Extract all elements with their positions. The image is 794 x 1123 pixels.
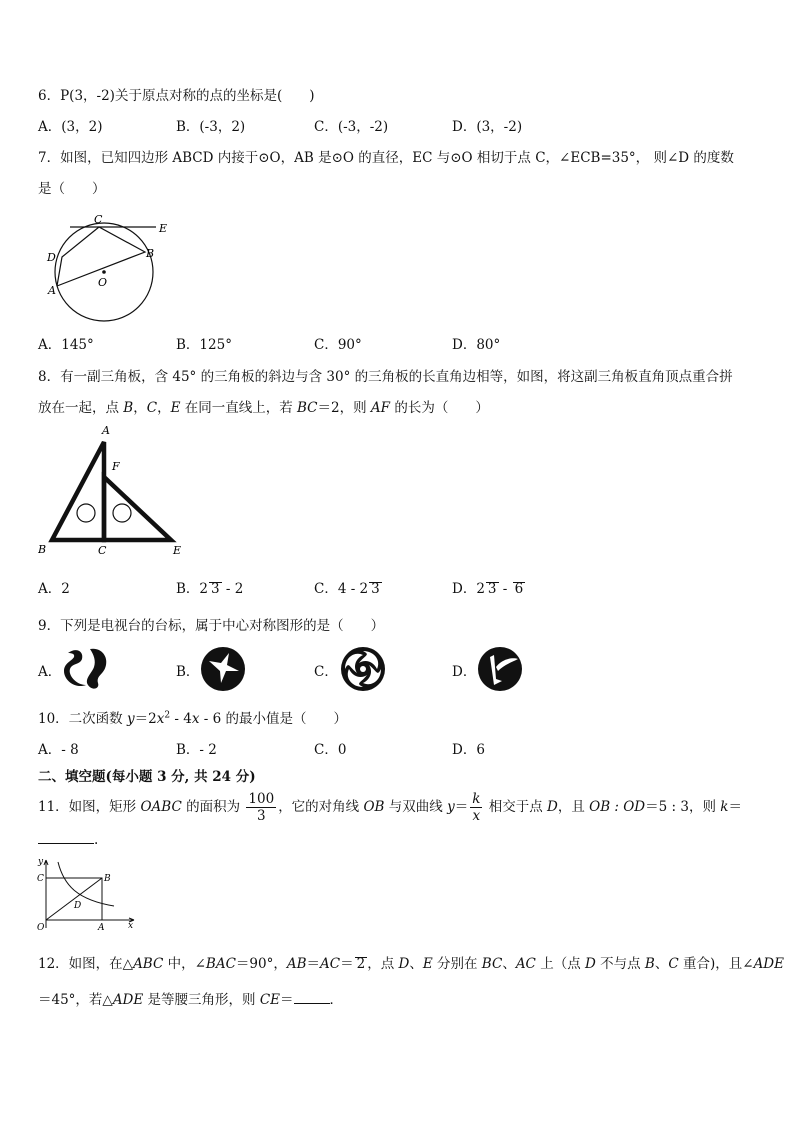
q11-label-y: y xyxy=(38,857,44,867)
q8-text: ， xyxy=(133,400,147,416)
q10-text: - 4 xyxy=(170,711,192,727)
q12-math: AB xyxy=(286,956,307,972)
q12-math: D xyxy=(585,956,596,972)
q10-var-x: x xyxy=(156,711,165,727)
q8-label-b: B xyxy=(38,543,47,556)
q7-label-a: A xyxy=(48,284,56,297)
q12-text: 上（点 xyxy=(535,956,585,972)
q12-math: CE xyxy=(259,992,281,1008)
q8-triangles-figure xyxy=(38,422,198,562)
q12-text: ． xyxy=(329,992,344,1008)
q8-option-b-radical: 3 xyxy=(211,581,220,597)
q8-text: 放在一起，点 xyxy=(38,400,124,416)
q10-stem xyxy=(38,707,347,727)
q11-text: ＝ xyxy=(728,799,742,815)
q11-var-y: y xyxy=(447,799,455,815)
q11-point-d: D xyxy=(547,799,558,815)
q8-option-c xyxy=(314,577,382,597)
q10-exponent: 2 xyxy=(164,710,171,721)
q7-label-e: E xyxy=(159,222,168,235)
q10-text: - 6 的最小值是（ ） xyxy=(199,711,347,727)
q7-option-a: A．145° xyxy=(38,337,94,353)
q10-var-y: y xyxy=(126,711,135,727)
q11-text: 的面积为 xyxy=(181,799,245,815)
q11-var-k: k xyxy=(720,799,729,815)
q11-text: 与双曲线 xyxy=(384,799,448,815)
q11-ratio: OB : OD xyxy=(589,799,646,815)
q8-option-a: A．2 xyxy=(38,581,70,597)
q8-text: 的长为（ ） xyxy=(390,400,489,416)
q12-text: 是等腰三角形，则 xyxy=(143,992,260,1008)
q12-math: BAC xyxy=(205,956,236,972)
tv-logo-b-icon xyxy=(199,645,247,693)
q11-text: ＝5 : 3，则 xyxy=(645,799,721,815)
q12-text: 、 xyxy=(502,956,516,972)
q11-hyperbola xyxy=(58,862,114,906)
q8-label-c: C xyxy=(98,544,107,557)
q12-stem-line1 xyxy=(38,952,784,972)
tv-logo-c-icon xyxy=(339,645,387,693)
q8-segment-bc: BC xyxy=(297,400,318,416)
q8-option-d-text: D．2 xyxy=(452,581,485,597)
q11-text: ，且 xyxy=(557,799,590,815)
q9-option-d: D． xyxy=(452,664,477,680)
q12-text: 12．如图，在△ xyxy=(38,956,134,972)
q7-option-c: C．90° xyxy=(314,337,362,353)
q12-text: ＝45°，若△ xyxy=(38,992,113,1008)
q12-text: ＝ xyxy=(280,992,294,1008)
q11-rectangle-figure xyxy=(34,856,144,936)
q12-radical: 2 xyxy=(356,956,366,972)
q8-option-c-text: C．4 - 2 xyxy=(314,581,369,597)
q12-text: 、 xyxy=(654,956,669,972)
q7-stem-line2: 是（ ） xyxy=(38,181,106,197)
q8-point-e: E xyxy=(170,400,181,416)
q9-options xyxy=(38,660,758,680)
q11-label-d: D xyxy=(74,901,82,911)
q12-text: 、 xyxy=(409,956,423,972)
tv-logo-a-icon xyxy=(62,645,112,693)
q8-stem-line1: 8．有一副三角板，含 45° 的三角板的斜边与含 30° 的三角板的长直角边相等，如图，将这副三角板直角顶点重合拼 xyxy=(38,369,733,385)
q8-label-e: E xyxy=(173,544,182,557)
q11-diagonal-name: OB xyxy=(363,799,385,815)
q10-option-d: D．6 xyxy=(452,742,485,758)
q9-stem: 9．下列是电视台的台标，属于中心对称图形的是（ ） xyxy=(38,618,385,634)
q8-option-b-text: B．2 xyxy=(176,581,209,597)
q10-option-c: C．0 xyxy=(314,742,347,758)
q6-option-d: D．(3，-2) xyxy=(452,119,523,135)
q7-stem-line1: 7．如图，已知四边形 ABCD 内接于⊙O，AB 是⊙O 的直径，EC 与⊙O 相切于点 C，∠ECB=35°， 则∠D 的度数 xyxy=(38,150,734,166)
q9-option-c: C． xyxy=(314,664,338,680)
q8-point-c: C xyxy=(146,400,158,416)
q11-text: ，它的对角线 xyxy=(278,799,364,815)
q10-option-a: A．- 8 xyxy=(38,742,79,758)
q8-stem-line2 xyxy=(38,396,489,416)
q8-segment-af: AF xyxy=(370,400,391,416)
q10-option-b: B．- 2 xyxy=(176,742,217,758)
q12-text: ，点 xyxy=(367,956,399,972)
q8-option-b xyxy=(176,577,243,597)
q6-options xyxy=(38,115,758,135)
q11-text: . xyxy=(94,832,99,848)
q11-fraction-numerator: k xyxy=(472,791,481,807)
q7-circle-figure xyxy=(38,206,178,326)
q12-text: 中，∠ xyxy=(163,956,206,972)
q11-answer-blank[interactable] xyxy=(38,843,94,844)
q8-triangle-45 xyxy=(52,442,104,540)
q10-text: ＝2 xyxy=(134,711,157,727)
q12-math: C xyxy=(668,956,679,972)
q8-options xyxy=(38,577,758,597)
q11-label-o: O xyxy=(37,923,45,933)
q6-option-c: C．(-3，-2) xyxy=(314,119,389,135)
q8-label-a: A xyxy=(102,424,110,437)
q11-text: 相交于点 xyxy=(484,799,547,815)
tv-logo-d-icon xyxy=(476,645,524,693)
q7-label-b: B xyxy=(146,247,155,260)
q12-stem-line2 xyxy=(38,988,343,1008)
q11-label-c: C xyxy=(37,874,44,884)
q11-stem-line2 xyxy=(38,832,98,848)
q11-stem-line1 xyxy=(38,788,742,826)
q8-option-d xyxy=(452,577,525,597)
q10-text: 10．二次函数 xyxy=(38,711,127,727)
q11-text: 11．如图，矩形 xyxy=(38,799,141,815)
q8-option-c-radical: 3 xyxy=(371,581,380,597)
q12-math: BC xyxy=(481,956,503,972)
q8-option-d-radical: 6 xyxy=(514,581,524,597)
q11-fraction-denominator: 3 xyxy=(257,808,266,824)
q12-math: E xyxy=(422,956,433,972)
q11-fraction-numerator: 100 xyxy=(248,791,275,807)
q11-hyperbola-fraction xyxy=(470,791,482,824)
q8-option-d-radical: 3 xyxy=(487,581,497,597)
q12-math: ABC xyxy=(133,956,164,972)
q12-text: 分别在 xyxy=(432,956,482,972)
q6-option-b: B．(-3，2) xyxy=(176,119,246,135)
q12-math: ADE xyxy=(753,956,784,972)
q11-label-b: B xyxy=(104,874,111,884)
q10-options xyxy=(38,738,758,758)
q12-text: ＝ xyxy=(306,956,321,972)
q6-stem: 6．P(3，-2)关于原点对称的点的坐标是( ) xyxy=(38,88,315,104)
q12-math: B xyxy=(644,956,655,972)
q8-text: 在同一直线上，若 xyxy=(180,400,298,416)
q11-label-x: x xyxy=(128,921,134,931)
q11-area-fraction xyxy=(246,791,276,824)
q7-label-o: O xyxy=(98,276,108,289)
q7-option-b: B．125° xyxy=(176,337,232,353)
q7-options xyxy=(38,333,758,353)
q7-center-point xyxy=(102,270,106,274)
q8-text: ＝2，则 xyxy=(317,400,371,416)
q7-label-d: D xyxy=(47,251,56,264)
q9-option-b: B． xyxy=(176,664,200,680)
q11-label-a: A xyxy=(98,923,105,933)
q12-text: ＝90°， xyxy=(235,956,287,972)
q8-hole-right xyxy=(113,504,131,522)
q7-option-d: D．80° xyxy=(452,337,501,353)
q10-var-x: x xyxy=(191,711,200,727)
q11-text: ＝ xyxy=(454,799,469,815)
q8-text: ， xyxy=(157,400,171,416)
q8-option-b-text: - 2 xyxy=(221,581,244,597)
q8-point-b: B xyxy=(123,400,134,416)
q12-text: 不与点 xyxy=(595,956,645,972)
q12-text: ＝ xyxy=(340,956,354,972)
q12-math: D xyxy=(398,956,410,972)
q7-label-c: C xyxy=(94,213,103,226)
q11-diagonal-ob xyxy=(46,878,102,920)
q12-math: ADE xyxy=(112,992,144,1008)
q12-text: 重合)，且∠ xyxy=(678,956,754,972)
q6-option-a: A．(3，2) xyxy=(38,119,103,135)
q11-fraction-denominator: x xyxy=(472,808,481,824)
section-title: 二、填空题(每小题 3 分, 共 24 分) xyxy=(38,769,256,785)
q12-math: AC xyxy=(515,956,536,972)
q8-hole-left xyxy=(77,504,95,522)
q8-option-d-text: - xyxy=(498,581,512,597)
q12-math: AC xyxy=(320,956,341,972)
q8-label-f: F xyxy=(112,460,120,473)
q11-rect-name: OABC xyxy=(140,799,182,815)
q9-option-a: A． xyxy=(38,664,62,680)
q12-answer-blank[interactable] xyxy=(294,1003,330,1004)
